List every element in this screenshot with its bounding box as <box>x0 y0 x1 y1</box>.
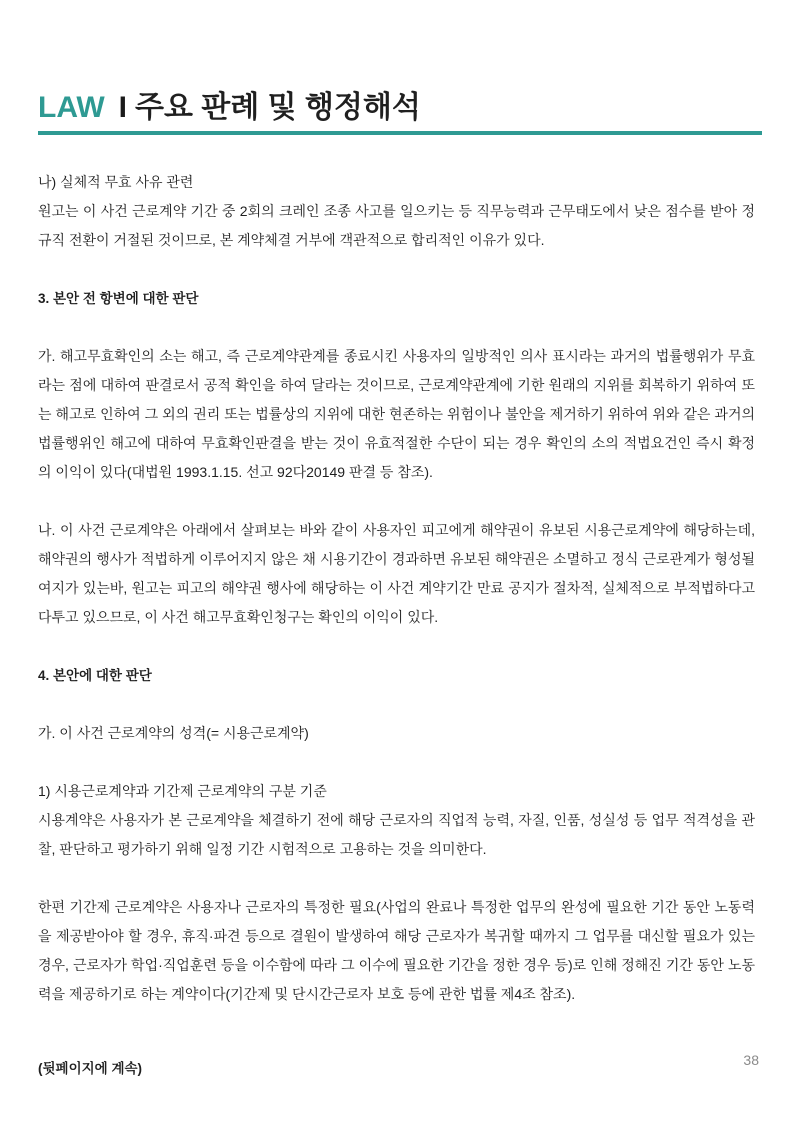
paragraph: 원고는 이 사건 근로계약 기간 중 2회의 크레인 조종 사고를 일으키는 등 직무능력과 근무태도에서 낮은 점수를 받아 정규직 전환이 거절된 것이므로, 본 계약체결 거부에 객관적으로 합리적인 이유가 있다. <box>38 203 755 248</box>
page-number: 38 <box>743 1052 759 1068</box>
paragraph: 시용계약은 사용자가 본 근로계약을 체결하기 전에 해당 근로자의 직업적 능력, 자질, 인품, 성실성 등 업무 적격성을 관찰, 판단하고 평가하기 위해 일정 기간 시험적으로 고용하는 것을 의미한다. <box>38 812 755 857</box>
section-heading-4: 4. 본안에 대한 판단 <box>38 668 152 683</box>
title-separator: I <box>118 91 127 124</box>
subsection-title: 1) 시용근로계약과 기간제 근로계약의 구분 기준 <box>38 783 327 799</box>
subsection-title: 나) 실체적 무효 사유 관련 <box>38 174 194 190</box>
section-heading-3: 3. 본안 전 항변에 대한 판단 <box>38 291 199 306</box>
document-body <box>38 168 755 1083</box>
paragraph: 나. 이 사건 근로계약은 아래에서 살펴보는 바와 같이 사용자인 피고에게 해약권이 유보된 시용근로계약에 해당하는데, 해약권의 행사가 적법하게 이루어지지 않은 채 시용기간이 경과하면 유보된 해약권은 소멸하고 정식 근로관계가 형성될 여지가 있는바, 원고는 피고의 해약권 행사에 해당하는 이 사건 계약기간 만료 공지가 절차적, 실체적으로 부적법하다고 다투고 있으므로, 이 사건 해고무효확인청구는 확인의 이익이 있다. <box>38 522 755 625</box>
section-title: 주요 판례 및 행정해석 <box>135 91 421 124</box>
page-title <box>38 86 762 130</box>
header-rule <box>38 131 762 135</box>
paragraph: 한편 기간제 근로계약은 사용자나 근로자의 특정한 필요(사업의 완료나 특정한 업무의 완성에 필요한 기간 동안 노동력을 제공받아야 할 경우, 휴직·파견 등으로 결원이 발생하여 해당 근로자가 복귀할 때까지 그 업무를 대신할 필요가 있는 경우, 근로자가 학업·직업훈련 등을 이수함에 따라 그 이수에 필요한 기간을 정한 경우 등)로 인해 정해진 기간 동안 노동력을 제공하기로 하는 계약이다(기간제 및 단시간근로자 보호 등에 관한 법률 제4조 참조). <box>38 899 755 1002</box>
paragraph: 가. 이 사건 근로계약의 성격(= 시용근로계약) <box>38 725 309 741</box>
brand-label: LAW <box>38 91 105 124</box>
continued-note: (뒷페이지에 계속) <box>38 1061 143 1076</box>
page-header <box>38 86 762 130</box>
paragraph: 가. 해고무효확인의 소는 해고, 즉 근로계약관계를 종료시킨 사용자의 일방적인 의사 표시라는 과거의 법률행위가 무효라는 점에 대하여 판결로서 공적 확인을 하여 달라는 것이므로, 근로계약관계에 기한 원래의 지위를 회복하기 위하여 또는 해고로 인하여 그 외의 권리 또는 법률상의 지위에 대한 현존하는 위험이나 불안을 제거하기 위하여 위와 같은 과거의 법률행위인 해고에 대하여 무효확인판결을 받는 것이 유효적절한 수단이 되는 경우 확인의 소의 적법요건인 즉시 확정의 이익이 있다(대법원 1993.1.15. 선고 92다20149 판결 등 참조). <box>38 348 755 480</box>
